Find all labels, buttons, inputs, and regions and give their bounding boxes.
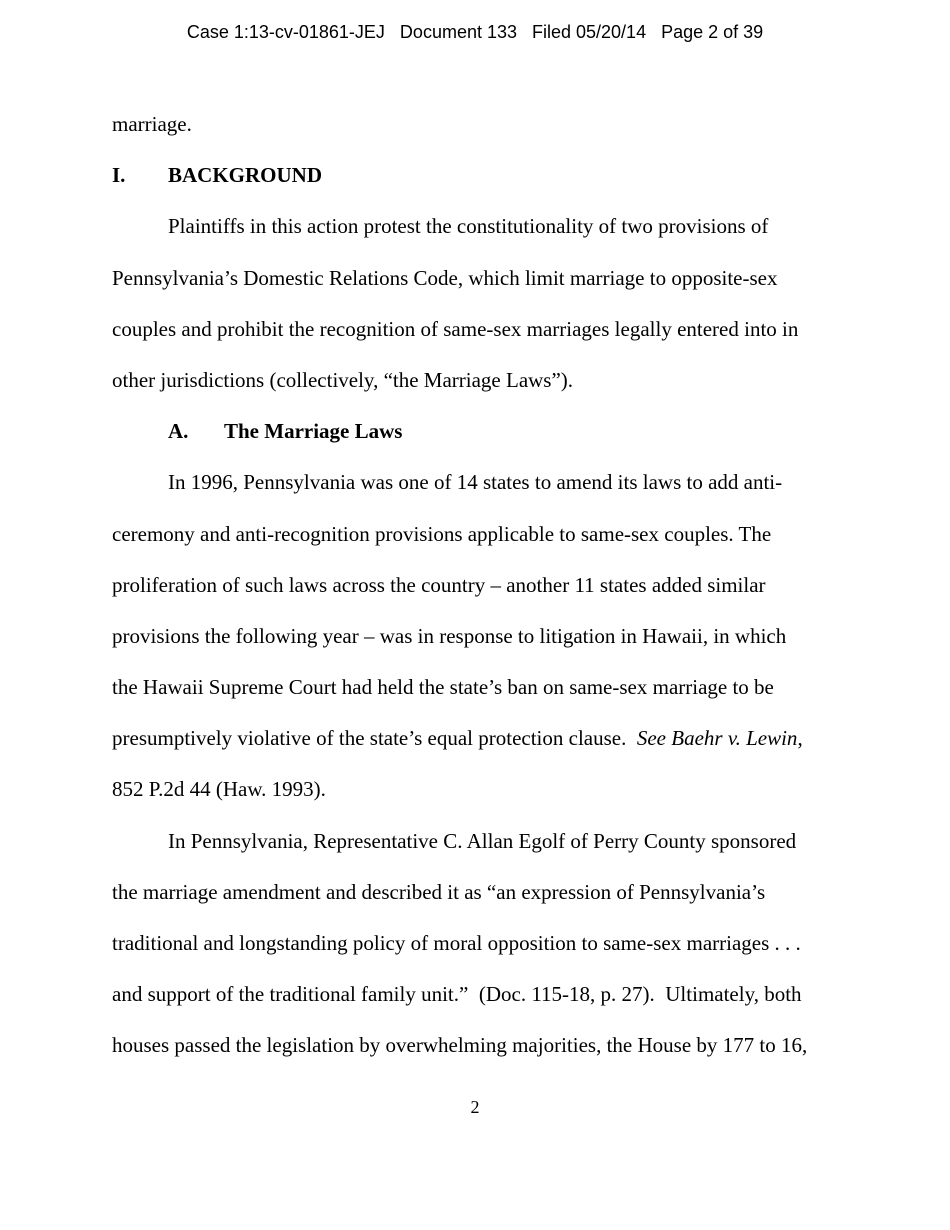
section-number: I. (112, 163, 126, 188)
paragraph-line: Pennsylvania’s Domestic Relations Code, which limit marriage to opposite-sex (112, 265, 778, 290)
paragraph-line: proliferation of such laws across the country – another 11 states added similar (112, 572, 766, 597)
paragraph-line: the Hawaii Supreme Court had held the state’s ban on same-sex marriage to be (112, 675, 774, 700)
paragraph-line: provisions the following year – was in response to litigation in Hawaii, in which (112, 623, 787, 648)
paragraph-line: In 1996, Pennsylvania was one of 14 states to amend its laws to add anti- (168, 470, 783, 495)
paragraph-line: couples and prohibit the recognition of same-sex marriages legally entered into in (112, 316, 799, 341)
subsection-heading-marriage-laws (112, 406, 838, 457)
document-body (112, 99, 838, 1072)
paragraph-line: 852 P.2d 44 (Haw. 1993). (112, 777, 326, 802)
paragraph-line: houses passed the legislation by overwhelming majorities, the House by 177 to 16, (112, 1033, 808, 1058)
paragraph-line: and support of the traditional family unit.” (Doc. 115-18, p. 27). Ultimately, both (112, 982, 802, 1007)
citation-trailing-punctuation: , (797, 726, 803, 751)
section-title: BACKGROUND (168, 163, 323, 188)
paragraph-line: the marriage amendment and described it as “an expression of Pennsylvania’s (112, 879, 766, 904)
case-header-stamp: Case 1:13-cv-01861-JEJ Document 133 Filed 05/20/14 Page 2 of 39 (186, 22, 764, 42)
continuation-line: marriage. (112, 112, 192, 136)
subsection-number: A. (168, 419, 189, 444)
paragraph-line: ceremony and anti-recognition provisions applicable to same-sex couples. The (112, 521, 772, 546)
page-number: 2 (470, 1097, 480, 1117)
paragraph-line: other jurisdictions (collectively, “the Marriage Laws”). (112, 367, 574, 392)
citation-lead-text: presumptively violative of the state’s equal protection clause. (112, 726, 637, 751)
section-heading-background (112, 150, 838, 201)
case-citation-name: See Baehr v. Lewin (636, 726, 798, 751)
paragraph-line: Plaintiffs in this action protest the constitutionality of two provisions of (168, 214, 769, 239)
subsection-title: The Marriage Laws (224, 419, 403, 444)
paragraph-line: traditional and longstanding policy of moral opposition to same-sex marriages . . . (112, 931, 801, 955)
citation-line (112, 713, 838, 764)
paragraph-line: In Pennsylvania, Representative C. Allan Egolf of Perry County sponsored (168, 828, 797, 853)
